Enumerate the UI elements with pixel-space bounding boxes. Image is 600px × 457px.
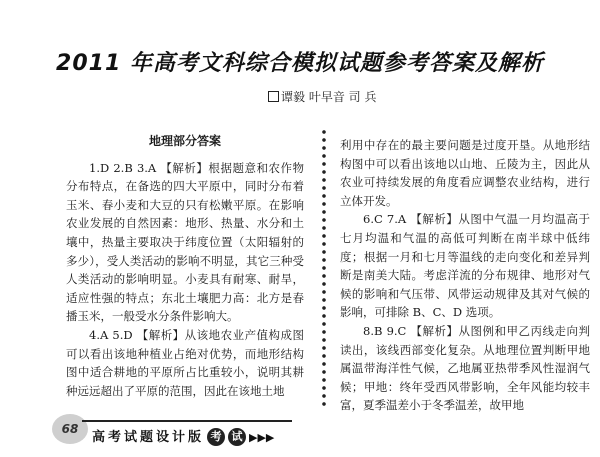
answer-paragraph: 4.A 5.D 【解析】从该地农业产值构成图可以看出该地种植业占绝对优势，而地形结构图中适合耕地的平原所占比重较小，说明其耕种远远超出了平原的范围，因此在该地土地 [66, 327, 304, 398]
right-column [340, 136, 590, 415]
left-column [66, 118, 304, 400]
answer-paragraph: 1.D 2.B 3.A 【解析】根据题意和农作物分布特点，在备选的四大平原中，同时分布着玉米、春小麦和大豆的只有松嫩平原。在影响农业发展的自然因素：地形、热量、水分和土壤中，热量主要取决于纬度位置（太阳辐射的多少），受人类活动的影响不明显，其它三种受人类活动的影响明显。小麦具有耐寒、耐旱，适应性强的特点；东北土壤肥力高：北方是春播玉米，一般受水分条件影响大。 [66, 160, 304, 324]
answer-paragraph: 利用中存在的最主要问题是过度开垦。从地形结构图中可以看出该地以山地、丘陵为主，因此从农业可持续发展的角度看应调整农业结构，进行立体开发。 [340, 138, 590, 208]
answer-paragraph: 8.B 9.C 【解析】从图例和甲乙丙线走向判读出，该线西部变化复杂。从地理位置判断甲地属温带海洋性气候，乙地属亚热带季风性湿润气候；甲地：终年受西风带影响，全年风能均较丰富，夏季温差小于冬季温差，故甲地 [340, 323, 590, 413]
arrows-icon: ▶▶▶ [249, 431, 275, 444]
authors-line [268, 88, 376, 105]
badge-kao: 考 [207, 428, 225, 446]
footer-magazine [92, 426, 274, 446]
magazine-name: 高考试题设计版 [92, 430, 205, 445]
article-title: 2011 年高考文科综合模拟试题参考答案及解析 [56, 51, 544, 76]
badge-shi: 试 [228, 428, 246, 446]
section-heading: 地理部分答案 [148, 134, 221, 148]
footer-rule [82, 420, 292, 422]
answer-paragraph: 6.C 7.A 【解析】从图中气温一月均温高于七月均温和气温的高低可判断在南半球中低纬度；根据一月和七月等温线的走向变化和差异判断是南美大陆。考虑洋流的分布规律、地形对气候的影响和气压带、风带运动规律及其对气候的影响，可排除 B、C、D 选项。 [340, 212, 590, 320]
authors-names: 谭毅 叶早音 司 兵 [281, 90, 377, 104]
square-icon [268, 91, 279, 102]
page-number: 68 [52, 414, 88, 444]
column-divider [317, 128, 331, 406]
